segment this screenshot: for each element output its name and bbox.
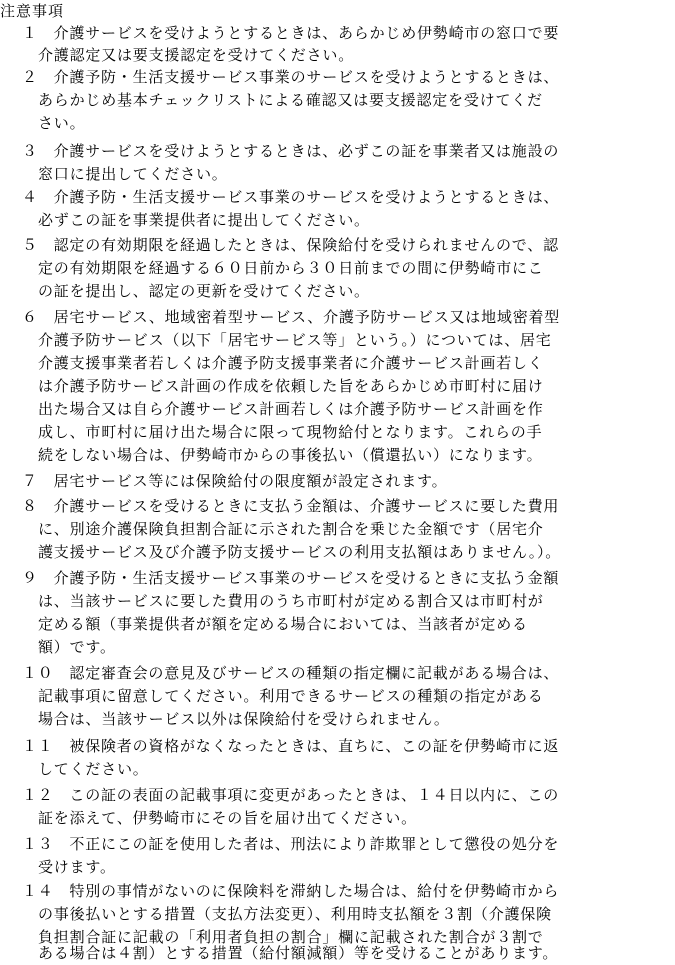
item-8-line-1: ８ 介護サービスを受けるときに支払う金額は、介護サービスに要した費用 bbox=[22, 497, 560, 515]
page-title: 注意事項 bbox=[0, 2, 65, 20]
item-9-line-1: ９ 介護予防・生活支援サービス事業のサービスを受けるときに支払う金額 bbox=[22, 569, 560, 587]
item-13-line-2: 受けます。 bbox=[38, 858, 116, 876]
item-4-line-1: ４ 介護予防・生活支援サービス事業のサービスを受けようとするときは、 bbox=[22, 188, 560, 206]
item-3-line-1: ３ 介護サービスを受けようとするときは、必ずこの証を事業者又は施設の bbox=[22, 142, 560, 160]
item-10-line-1: １０ 認定審査会の意見及びサービスの種類の指定欄に記載がある場合は、 bbox=[22, 664, 560, 682]
item-1-line-2: 介護認定又は要支援認定を受けてください。 bbox=[38, 46, 355, 64]
item-5-line-3: の証を提出し、認定の更新を受けてください。 bbox=[38, 282, 370, 300]
item-6-line-7: 続をしない場合は、伊勢崎市からの事後払い（償還払い）になります。 bbox=[38, 446, 543, 464]
item-2-line-3: さい。 bbox=[38, 114, 86, 132]
item-8-line-2: に、別途介護保険負担割合証に示された割合を乗じた金額です（居宅介 bbox=[38, 520, 544, 538]
item-13-line-1: １３ 不正にこの証を使用した者は、刑法により詐欺罪として懲役の処分を bbox=[22, 835, 560, 853]
item-12-line-2: 証を添えて、伊勢崎市にその旨を届け出てください。 bbox=[38, 809, 417, 827]
item-5-line-1: ５ 認定の有効期限を経過したときは、保険給付を受けられませんので、認 bbox=[22, 236, 559, 254]
item-10-line-2: 記載事項に留意してください。利用できるサービスの種類の指定がある bbox=[38, 687, 544, 705]
item-6-line-3: 介護支援事業者若しくは介護予防支援事業者に介護サービス計画若しく bbox=[38, 354, 544, 372]
item-2-line-2: あらかじめ基本チェックリストによる確認又は要支援認定を受けてくだ bbox=[38, 91, 543, 109]
item-12-line-1: １２ この証の表面の記載事項に変更があったときは、１４日以内に、この bbox=[22, 786, 560, 804]
item-14-line-4: ある場合は４割）とする措置（給付額減額）等を受けることがあります。 bbox=[38, 944, 559, 962]
item-6-line-6: 成し、市町村に届け出た場合に限って現物給付となります。これらの手 bbox=[38, 423, 543, 441]
item-6-line-4: は介護予防サービス計画の作成を依頼した旨をあらかじめ市町村に届け bbox=[38, 377, 544, 395]
item-6-line-5: 出た場合又は自ら介護サービス計画若しくは介護予防サービス計画を作 bbox=[38, 400, 544, 418]
item-3-line-2: 窓口に提出してください。 bbox=[38, 165, 228, 183]
item-2-line-1: ２ 介護予防・生活支援サービス事業のサービスを受けようとするときは、 bbox=[22, 68, 560, 86]
item-9-line-2: は、当該サービスに要した費用のうち市町村が定める割合又は市町村が bbox=[38, 592, 544, 610]
item-6-line-1: ６ 居宅サービス、地域密着型サービス、介護予防サービス又は地域密着型 bbox=[22, 308, 561, 326]
item-1-line-1: １ 介護サービスを受けようとするときは、あらかじめ伊勢崎市の窓口で要 bbox=[22, 24, 560, 42]
item-11-line-2: してください。 bbox=[38, 760, 149, 778]
item-9-line-3: 定める額（事業提供者が額を定める場合においては、当該者が定める bbox=[38, 615, 528, 633]
item-14-line-2: の事後払いとする措置（支払方法変更）、利用時支払額を３割（介護保険 bbox=[38, 905, 552, 923]
item-5-line-2: 定の有効期限を経過する６０日前から３０日前までの間に伊勢崎市にこ bbox=[38, 259, 544, 277]
item-14-line-1: １４ 特別の事情がないのに保険料を滞納した場合は、給付を伊勢崎市から bbox=[22, 882, 560, 900]
item-10-line-3: 場合は、当該サービス以外は保険給付を受けられません。 bbox=[38, 710, 450, 728]
item-4-line-2: 必ずこの証を事業提供者に提出してください。 bbox=[38, 211, 370, 229]
item-9-line-4: 額）です。 bbox=[38, 638, 116, 656]
item-6-line-2: 介護予防サービス（以下「居宅サービス等」という。）については、居宅 bbox=[38, 331, 552, 349]
item-8-line-3: 護支援サービス及び介護予防支援サービスの利用支払額はありません。）。 bbox=[38, 543, 562, 561]
item-14-line-3: 負担割合証に記載の「利用者負担の割合」欄に記載された割合が３割で bbox=[38, 928, 544, 946]
item-11-line-1: １１ 被保険者の資格がなくなったときは、直ちに、この証を伊勢崎市に返 bbox=[22, 737, 560, 755]
item-7-line-1: ７ 居宅サービス等には保険給付の限度額が設定されます。 bbox=[22, 472, 448, 490]
